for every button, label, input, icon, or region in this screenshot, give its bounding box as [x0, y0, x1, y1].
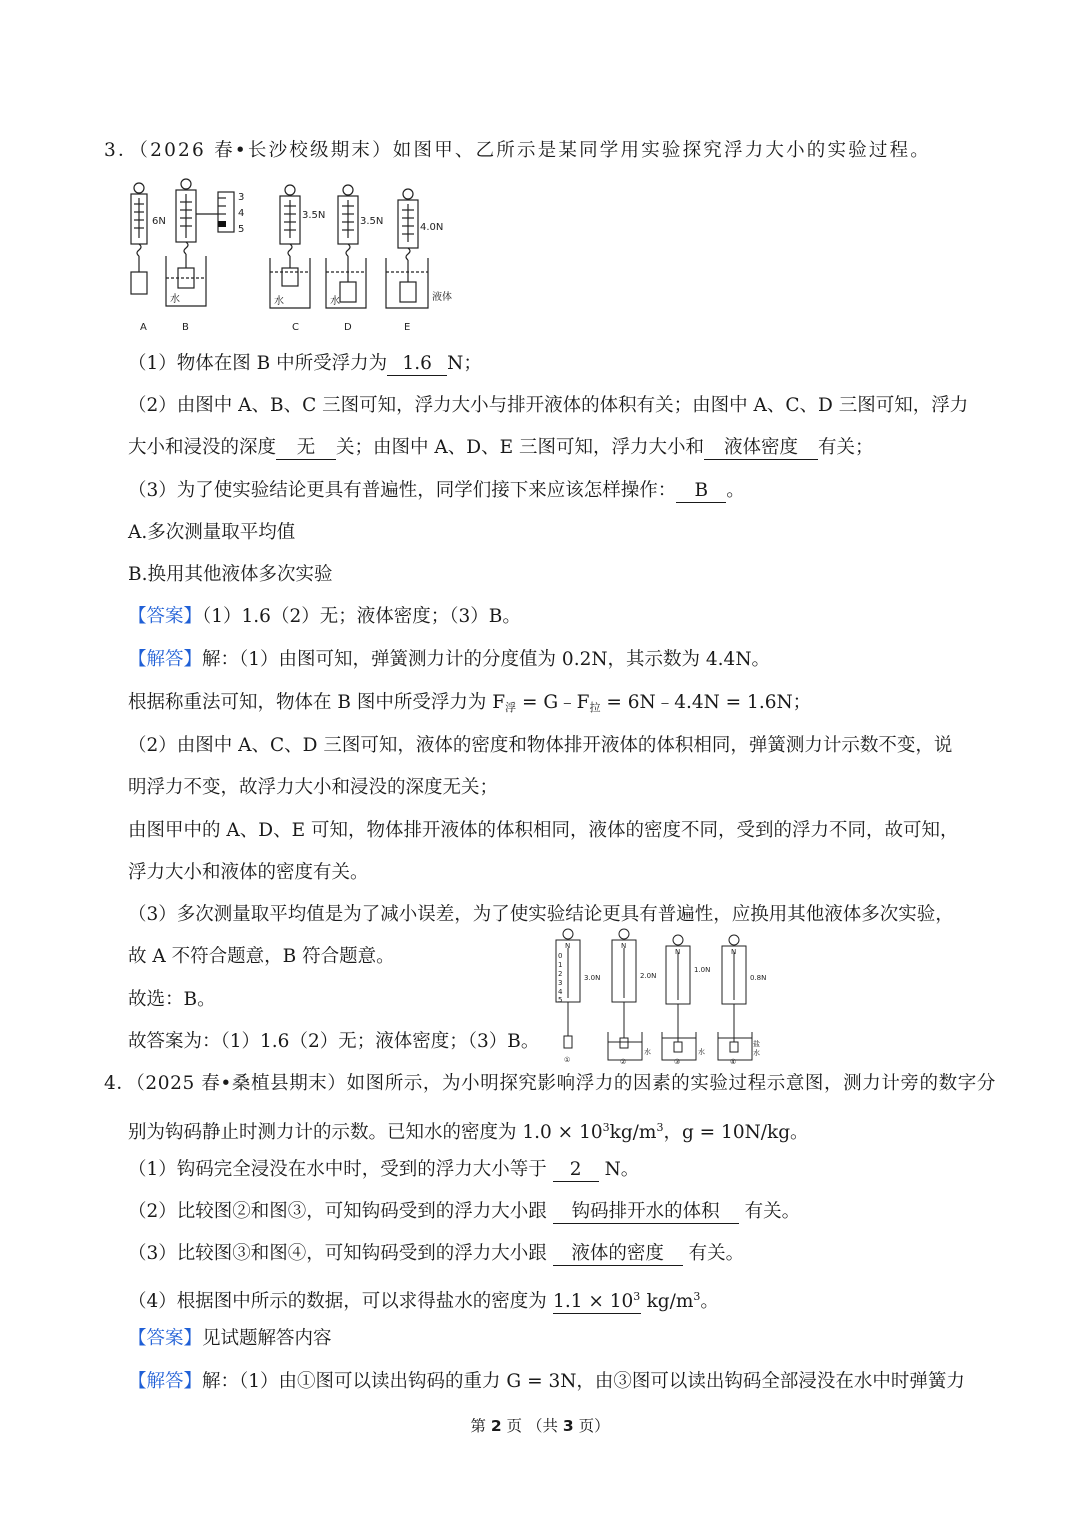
q4-part2-prompt: （2）比较图②和图③，可知钩码受到的浮力大小跟 [128, 1201, 547, 1222]
total-pages: 3 [562, 1417, 574, 1435]
reading-1: 3.0N [584, 974, 601, 982]
q4-part2 [128, 1199, 800, 1225]
water-label-b: 水 [170, 294, 180, 305]
scale-1-tick-0: 0 [558, 952, 563, 960]
q3-solution-2-mid: = G﹣F [516, 692, 590, 713]
q4-part4-unit-exp: 3 [693, 1290, 701, 1303]
answer-tag: 【答案】 [128, 606, 203, 627]
q4-part2-post: 有关。 [744, 1201, 801, 1222]
q3-heading [104, 138, 931, 164]
scale-tick-3: 3 [238, 192, 245, 203]
q3-part1-unit: N； [447, 353, 482, 374]
fig-num-3: ③ [674, 1058, 681, 1064]
q3-part1 [128, 351, 482, 377]
q4-part1 [128, 1157, 639, 1183]
reading-4: 0.8N [750, 974, 767, 982]
scale-1-unit: N [565, 942, 571, 950]
subscript-buoyancy: 浮 [505, 701, 517, 714]
q4-part3-prompt: （3）比较图③和图④，可知钩码受到的浮力大小跟 [128, 1243, 547, 1264]
q3-part2-prompt: 大小和浸没的深度 [128, 437, 277, 458]
water-label-c: 水 [274, 296, 284, 307]
q4-part4-post: 。 [700, 1291, 719, 1312]
q3-answer [128, 604, 521, 630]
scale-1-tick-2: 2 [558, 970, 563, 978]
q4-part4-answer-base: 1.1 × 10 [553, 1291, 634, 1312]
current-page-number: 2 [490, 1417, 502, 1435]
q4-answer-text: 见试题解答内容 [202, 1328, 332, 1349]
water-label-d: 水 [330, 296, 340, 307]
q4-part4-unit: kg/m [646, 1291, 694, 1312]
q3-figure [122, 178, 462, 338]
scale-a [131, 183, 147, 294]
scale-2-unit: N [621, 942, 627, 950]
q3-part1-answer: 1.6 [387, 353, 447, 376]
q4-solution-1 [128, 1369, 965, 1395]
q3-solution-7: （3）多次测量取平均值是为了减小误差，为了使实验结论更具有普遍性，应换用其他液体多次实验， [128, 904, 954, 925]
water-label-2: 水 [644, 1048, 651, 1056]
scale-3-unit: N [675, 948, 681, 956]
q3-part2-line2 [128, 435, 874, 461]
q4-part3 [128, 1241, 744, 1267]
fig-num-4: ④ [730, 1058, 737, 1064]
scale-c [270, 185, 310, 308]
q4-stem-2-mid: kg/m [609, 1122, 657, 1143]
q4-answer-tag: 【答案】 [128, 1328, 203, 1349]
q4-solution-tag: 【解答】 [128, 1371, 203, 1392]
superscript-exp: 3 [602, 1121, 610, 1134]
scale-d [326, 185, 366, 308]
reading-3: 1.0N [694, 966, 711, 974]
q3-solution-8: 故 A 不符合题意，B 符合题意。 [128, 946, 395, 967]
q3-solution-9: 故选：B。 [128, 989, 216, 1010]
q3-solution-5: 由图甲中的 A、D、E 可知，物体排开液体的体积相同，液体的密度不同，受到的浮力不同，故可知， [128, 820, 959, 841]
q4-part2-answer: 钩码排开水的体积 [553, 1201, 739, 1224]
q3-solution-10: 故答案为：（1）1.6（2）无；液体密度；（3）B。 [128, 1031, 540, 1052]
scale-1-tick-5: 5 [558, 996, 563, 1004]
q4-number: 4． [104, 1073, 136, 1094]
q4-part4 [128, 1284, 719, 1315]
liquid-label-e: 液体 [432, 292, 452, 303]
q3-solution-2-pre: 根据称重法可知，物体在 B 图中所受浮力为 F [128, 692, 506, 713]
scale-b [166, 179, 234, 306]
q4-stem-2 [128, 1115, 809, 1146]
label-c: C [292, 322, 299, 333]
q3-part2-mid: 关；由图中 A、D、E 三图可知，浮力大小和 [336, 437, 704, 458]
q3-solution-2-post: = 6N﹣4.4N = 1.6N； [600, 692, 812, 713]
q4-part3-answer: 液体的密度 [553, 1243, 683, 1266]
q3-solution-3: （2）由图中 A、C、D 三图可知，液体的密度和物体排开液体的体积相同，弹簧测力计示数不变，说 [128, 735, 953, 756]
q4-part4-prompt: （4）根据图中所示的数据，可以求得盐水的密度为 [128, 1291, 547, 1312]
page-footer [0, 1414, 1080, 1436]
label-a: A [140, 322, 147, 333]
reading-2: 2.0N [640, 972, 657, 980]
q3-solution-text-1: 解：（1）由图可知，弹簧测力计的分度值为 0.2N，其示数为 4.4N。 [202, 649, 771, 670]
q4-stem-2-post: ，g = 10N/kg。 [663, 1122, 809, 1143]
q3-part3-post: 。 [726, 480, 745, 501]
brine-label-2: 水 [753, 1049, 760, 1057]
fig-num-2: ② [620, 1058, 627, 1064]
q4-answer [128, 1326, 332, 1352]
q4-part4-answer-exp: 3 [633, 1290, 641, 1303]
q4-part1-prompt: （1）钩码完全浸没在水中时，受到的浮力大小等于 [128, 1159, 547, 1180]
q4-heading [104, 1071, 996, 1097]
q4-part3-post: 有关。 [688, 1243, 745, 1264]
subscript-pull: 拉 [589, 701, 601, 714]
q3-part2-answer2: 液体密度 [704, 437, 818, 460]
reading-c: 3.5N [302, 210, 326, 221]
q3-solution-4: 明浮力不变，故浮力大小和浸没的深度无关； [128, 777, 499, 798]
superscript-cubic: 3 [656, 1121, 664, 1134]
footer-post: 页） [573, 1417, 610, 1435]
q3-option-b: B.换用其他液体多次实验 [128, 564, 333, 585]
q3-part1-prompt: （1）物体在图 B 中所受浮力为 [128, 353, 388, 374]
reading-d: 3.5N [360, 216, 384, 227]
scale-e [386, 189, 428, 308]
q4-solution-text-1: 解：（1）由①图可以读出钩码的重力 G = 3N，由③图可以读出钩码全部浸没在水中时弹簧力 [202, 1371, 965, 1392]
q3-answer-text: （1）1.6（2）无；液体密度；（3）B。 [202, 606, 521, 627]
q3-part2-answer1: 无 [276, 437, 336, 460]
scale-tick-5: 5 [238, 224, 245, 235]
q3-solution-2 [128, 690, 811, 721]
q3-part2-line1: （2）由图中 A、B、C 三图可知，浮力大小与排开液体的体积有关；由图中 A、C、D 三图可知，浮力 [128, 395, 969, 416]
q4-part4-answer [553, 1286, 641, 1314]
label-e: E [404, 322, 411, 333]
scale-1-tick-3: 3 [558, 979, 563, 987]
q4-part1-unit: N。 [604, 1159, 640, 1180]
fig-num-1: ① [564, 1056, 571, 1064]
scale-4-unit: N [731, 948, 737, 956]
q3-option-a: A.多次测量取平均值 [128, 522, 296, 543]
scale-tick-4: 4 [238, 208, 245, 219]
q3-source: （2026 春•长沙校级期末） [138, 140, 393, 161]
q4-stem-2-pre: 别为钩码静止时测力计的示数。已知水的密度为 1.0 × 10 [128, 1122, 603, 1143]
scale-1-tick-4: 4 [558, 988, 563, 996]
q3-part3 [128, 478, 745, 504]
scale-1-tick-1: 1 [558, 961, 563, 969]
brine-label-1: 盐 [753, 1040, 760, 1048]
footer-pre: 第 [470, 1417, 491, 1435]
label-b: B [182, 322, 189, 333]
q3-solution-6: 浮力大小和液体的密度有关。 [128, 862, 369, 883]
footer-mid: 页 （共 [501, 1417, 563, 1435]
q3-number: 3． [104, 140, 139, 161]
q4-figure [552, 928, 774, 1064]
label-d: D [344, 322, 352, 333]
water-label-3: 水 [698, 1048, 705, 1056]
q3-part3-answer: B [676, 480, 726, 503]
q3-solution-1 [128, 647, 770, 673]
q4-stem-1: 如图所示，为小明探究影响浮力的因素的实验过程示意图，测力计旁的数字分 [346, 1073, 996, 1094]
q3-part3-prompt: （3）为了使实验结论更具有普遍性，同学们接下来应该怎样操作： [128, 480, 677, 501]
reading-a: 6N [152, 216, 166, 227]
solution-tag: 【解答】 [128, 649, 203, 670]
q4-part1-answer: 2 [553, 1159, 599, 1182]
scale-b-pointer [218, 221, 226, 227]
reading-e: 4.0N [420, 222, 444, 233]
q3-part2-post: 有关； [817, 437, 874, 458]
q3-stem: 如图甲、乙所示是某同学用实验探究浮力大小的实验过程。 [392, 140, 931, 161]
q4-source: （2025 春•桑植县期末） [135, 1073, 347, 1094]
